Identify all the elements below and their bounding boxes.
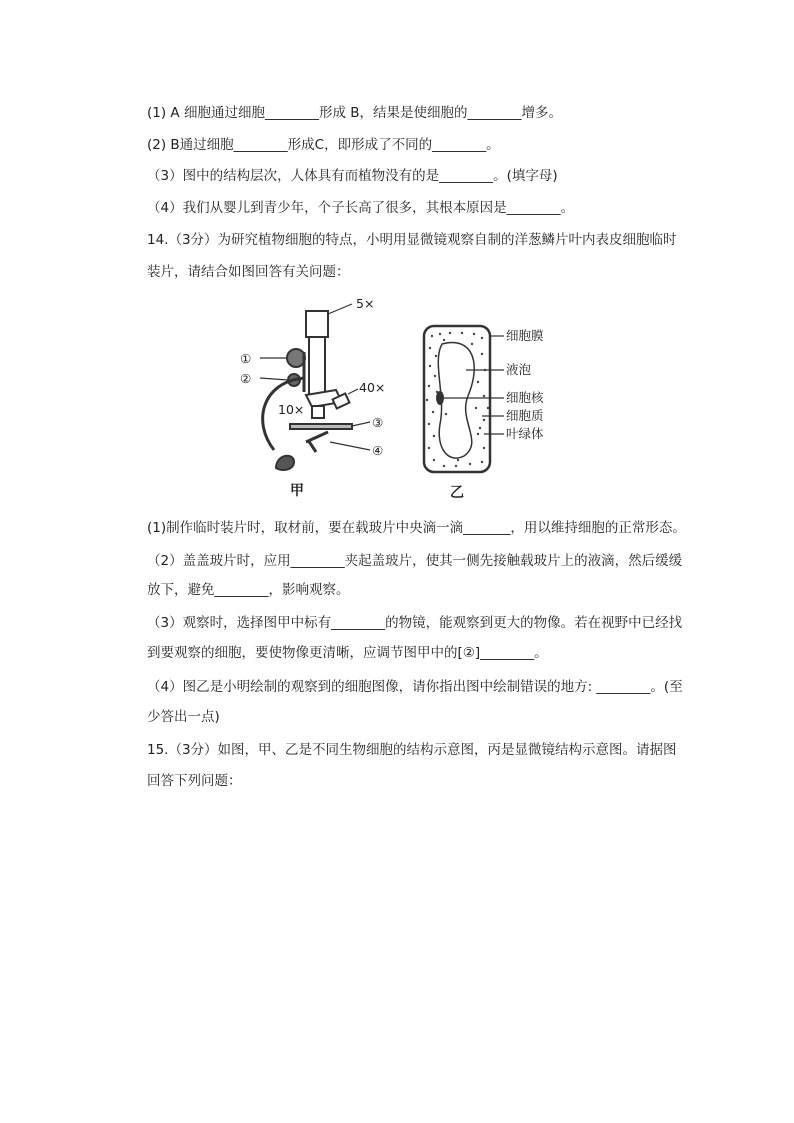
cell-drawing — [424, 326, 504, 472]
marker-2: ② — [240, 371, 252, 386]
q13-line-4: （4）我们从婴儿到青少年，个子长高了很多，其根本原因是________。 — [147, 200, 575, 216]
q14-part-3-line-2: 到要观察的细胞，要使物像更清晰，应调节图甲中的[②]________。 — [147, 645, 548, 661]
q13-line-3: （3）图中的结构层次，人体具有而植物没有的是________。(填字母) — [147, 168, 558, 184]
eyepiece — [306, 311, 328, 337]
q15-stem-line-1: 15.（3分）如图，甲、乙是不同生物细胞的结构示意图，丙是显微镜结构示意图。请据图 — [147, 742, 677, 758]
q14-stem-line-2: 装片，请结合如图回答有关问题： — [147, 264, 350, 280]
q14-part-1: (1)制作临时装片时，取材前，要在载玻片中央滴一滴_______，用以维持细胞的正常形态。 — [147, 520, 686, 536]
objective-high-label: 40× — [359, 380, 386, 395]
q14-part-4-line-1: （4）图乙是小明绘制的观察到的细胞图像，请你指出图中绘制错误的地方: ________。(至 — [147, 679, 683, 695]
q14-figure — [232, 292, 544, 504]
cell-label-cytoplasm: 细胞质 — [506, 408, 544, 423]
coarse-adjust-knob — [287, 349, 305, 367]
cell-label-chloroplast: 叶绿体 — [506, 426, 544, 441]
lens-tube — [309, 337, 325, 395]
cell-label-nucleus: 细胞核 — [506, 390, 544, 405]
q13-line-2: (2) B通过细胞________形成C，即形成了不同的________。 — [147, 137, 500, 153]
q15-stem-line-2: 回答下列问题： — [147, 773, 242, 789]
objective-low-label: 10× — [278, 402, 305, 417]
q14-part-2-line-2: 放下，避免________，影响观察。 — [147, 582, 350, 598]
base — [276, 456, 294, 470]
microscope-caption: 甲 — [290, 483, 304, 499]
marker-1: ① — [240, 351, 252, 366]
eyepiece-label: 5× — [356, 296, 375, 311]
cell-label-vacuole: 液泡 — [506, 362, 532, 377]
cell-caption: 乙 — [450, 485, 464, 501]
stage — [290, 424, 352, 429]
q14-part-3-line-1: （3）观察时，选择图甲中标有________的物镜，能观察到更大的物像。若在视野中已经找 — [147, 615, 683, 631]
microscope-drawing — [260, 304, 370, 470]
marker-3: ③ — [372, 415, 384, 430]
cell-label-membrane: 细胞膜 — [506, 328, 544, 343]
q14-part-2-line-1: （2）盖盖玻片时，应用________夹起盖玻片，使其一侧先接触载玻片上的液滴，然后缓缓 — [147, 553, 683, 569]
marker-4: ④ — [372, 443, 384, 458]
q14-stem-line-1: 14.（3分）为研究植物细胞的特点，小明用显微镜观察自制的洋葱鳞片叶内表皮细胞临时 — [147, 232, 677, 248]
q13-line-1: (1) A 细胞通过细胞________形成 B，结果是使细胞的________增多。 — [147, 105, 562, 121]
figure-svg — [232, 292, 544, 504]
q14-part-4-line-2: 少答出一点) — [147, 709, 220, 725]
